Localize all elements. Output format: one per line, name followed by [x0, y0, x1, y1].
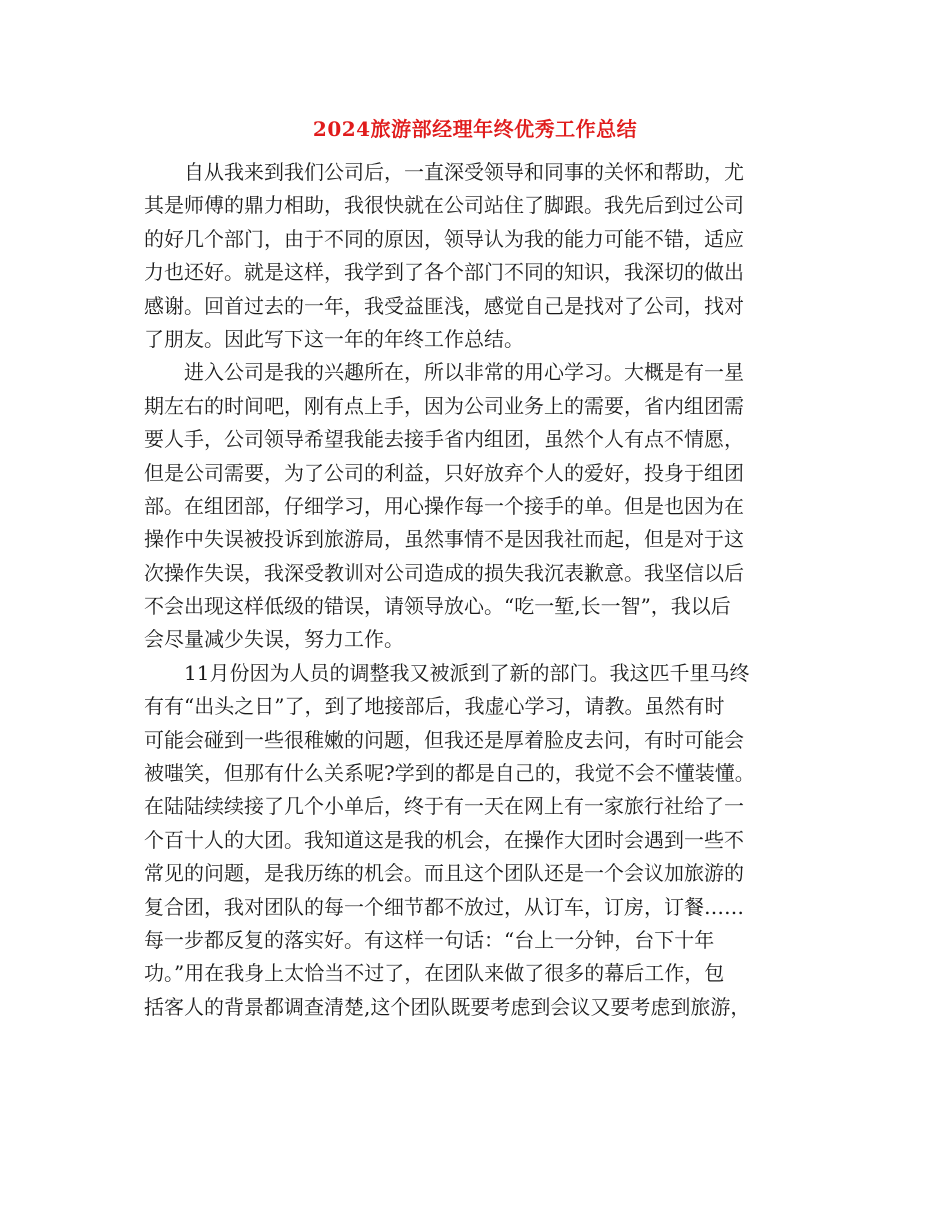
text-line: 会尽量减少失误，努力工作。 — [144, 627, 404, 652]
text-line: 11月份因为人员的调整我又被派到了新的部门。我这匹千里马终 — [184, 660, 750, 685]
text-line: 在陆陆续续接了几个小单后，终于有一天在网上有一家旅行社给了一 — [144, 794, 744, 819]
text-line: 的好几个部门，由于不同的原因，领导认为我的能力可能不错，适应 — [144, 226, 744, 251]
text-line: 期左右的时间吧，刚有点上手，因为公司业务上的需要，省内组团需 — [144, 393, 744, 418]
text-line: 可能会碰到一些很稚嫩的问题，但我还是厚着脸皮去问，有时可能会 — [144, 727, 744, 752]
text-line: 进入公司是我的兴趣所在，所以非常的用心学习。大概是有一星 — [184, 360, 744, 385]
text-line: 感谢。回首过去的一年，我受益匪浅，感觉自己是找对了公司，找对 — [144, 293, 744, 318]
text-line: 有有“出头之日”了，到了地接部后，我虚心学习，请教。虽然有时 — [144, 694, 725, 719]
text-line: 要人手，公司领导希望我能去接手省内组团，虽然个人有点不情愿， — [144, 427, 744, 452]
text-line: 部。在组团部，仔细学习，用心操作每一个接手的单。但是也因为在 — [144, 493, 744, 518]
text-line: 被嗤笑，但那有什么关系呢?学到的都是自己的，我觉不会不懂装懂。 — [144, 761, 755, 786]
text-line: 个百十人的大团。我知道这是我的机会，在操作大团时会遇到一些不 — [144, 827, 744, 852]
text-line: 复合团，我对团队的每一个细节都不放过，从订车，订房，订餐…… — [144, 894, 744, 919]
text-line: 操作中失误被投诉到旅游局，虽然事情不是因我社而起，但是对于这 — [144, 527, 744, 552]
text-line: 功。”用在我身上太恰当不过了，在团队来做了很多的幕后工作，包 — [144, 961, 725, 986]
text-line: 但是公司需要，为了公司的利益，只好放弃个人的爱好，投身于组团 — [144, 460, 744, 485]
text-line: 了朋友。因此写下这一年的年终工作总结。 — [144, 326, 524, 351]
text-line: 常见的问题，是我历练的机会。而且这个团队还是一个会议加旅游的 — [144, 861, 744, 886]
paragraph — [144, 356, 806, 657]
text-line: 括客人的背景都调查清楚,这个团队既要考虑到会议又要考虑到旅游， — [144, 994, 751, 1019]
text-line: 每一步都反复的落实好。有这样一句话：“台上一分钟，台下十年 — [144, 927, 715, 952]
text-line: 力也还好。就是这样，我学到了各个部门不同的知识，我深切的做出 — [144, 260, 744, 285]
document-body — [144, 156, 806, 1024]
text-line: 其是师傅的鼎力相助，我很快就在公司站住了脚跟。我先后到过公司 — [144, 193, 744, 218]
text-line: 次操作失误，我深受教训对公司造成的损失我沉表歉意。我坚信以后 — [144, 560, 744, 585]
document-title: 2024旅游部经理年终优秀工作总结 — [312, 117, 638, 141]
paragraph — [144, 657, 806, 1024]
paragraph — [144, 156, 806, 356]
text-line: 自从我来到我们公司后，一直深受领导和同事的关怀和帮助，尤 — [184, 160, 744, 184]
text-line: 不会出现这样低级的错误，请领导放心。“吃一堑,长一智”，我以后 — [144, 594, 731, 619]
